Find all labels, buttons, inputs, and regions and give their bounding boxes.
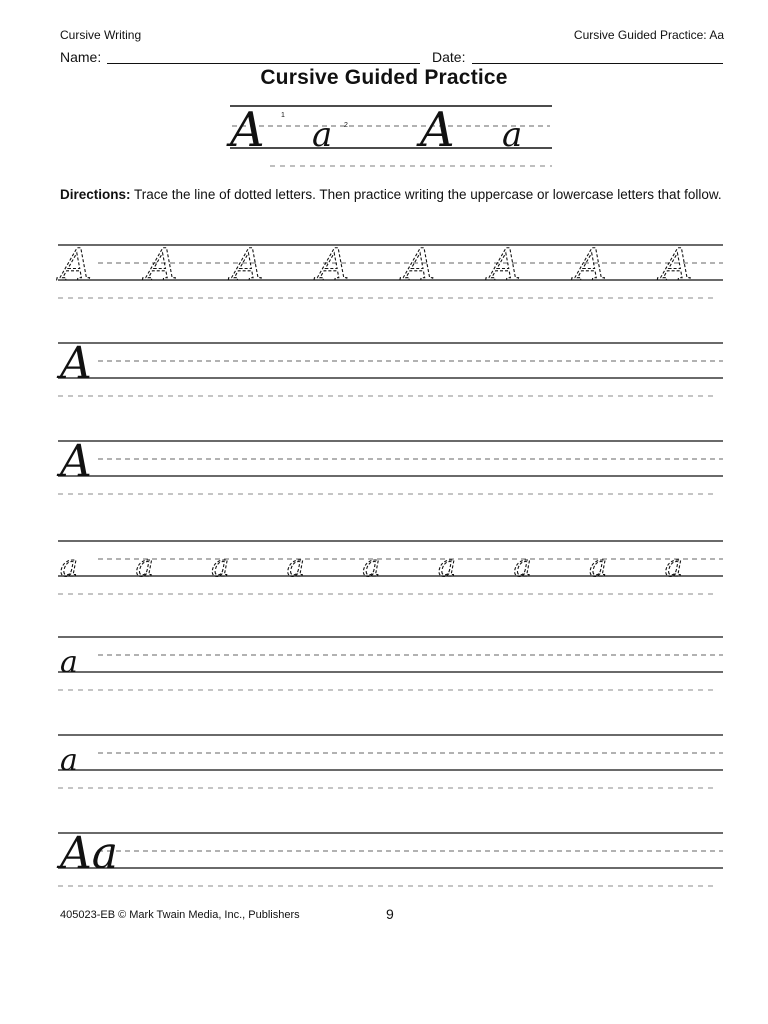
example-letter-4: a [502, 115, 523, 155]
traced-letter: A [574, 240, 607, 291]
traced-letter: a [513, 549, 532, 584]
traced-letter: A [60, 240, 92, 291]
traced-letter: A [317, 240, 350, 291]
practice-rows [56, 240, 723, 886]
traced-letter: a [135, 549, 154, 584]
header-right: Cursive Guided Practice: Aa [573, 28, 724, 42]
model-letter: a [60, 743, 78, 778]
header-left: Cursive Writing [60, 28, 142, 42]
footer-credit: 405023-EB © Mark Twain Media, Inc., Publishers [60, 909, 300, 921]
stroke-number-2: 2 [344, 122, 348, 129]
page-title: Cursive Guided Practice [260, 66, 508, 89]
traced-letter: a [589, 549, 608, 584]
traced-letter: A [145, 240, 178, 291]
model-letter: A [60, 436, 92, 487]
traced-letter: a [664, 549, 683, 584]
example-letter-1: A [230, 102, 265, 158]
page-number: 9 [386, 906, 394, 922]
traced-letter: a [362, 549, 381, 584]
model-letter: A [60, 338, 92, 389]
traced-letter: a [286, 549, 305, 584]
stroke-number-1: 1 [281, 112, 285, 119]
traced-letter: a [437, 549, 456, 584]
example-letter-2: a [312, 115, 333, 155]
directions-label: Directions: [60, 187, 131, 202]
directions-text: Trace the line of dotted letters. Then practice writing the uppercase or lowercase letters that follow. [134, 187, 722, 202]
traced-letter: a [60, 549, 78, 584]
model-letter: Aa [60, 828, 119, 879]
traced-letter: A [231, 240, 264, 291]
traced-letter: A [660, 240, 693, 291]
name-label: Name: [60, 49, 102, 65]
date-label: Date: [432, 49, 466, 65]
model-letter: a [60, 645, 78, 680]
example-letters [226, 102, 552, 166]
traced-letter: A [403, 240, 436, 291]
traced-letter: a [211, 549, 230, 584]
example-letter-3: A [420, 102, 455, 158]
traced-letter: A [489, 240, 521, 291]
